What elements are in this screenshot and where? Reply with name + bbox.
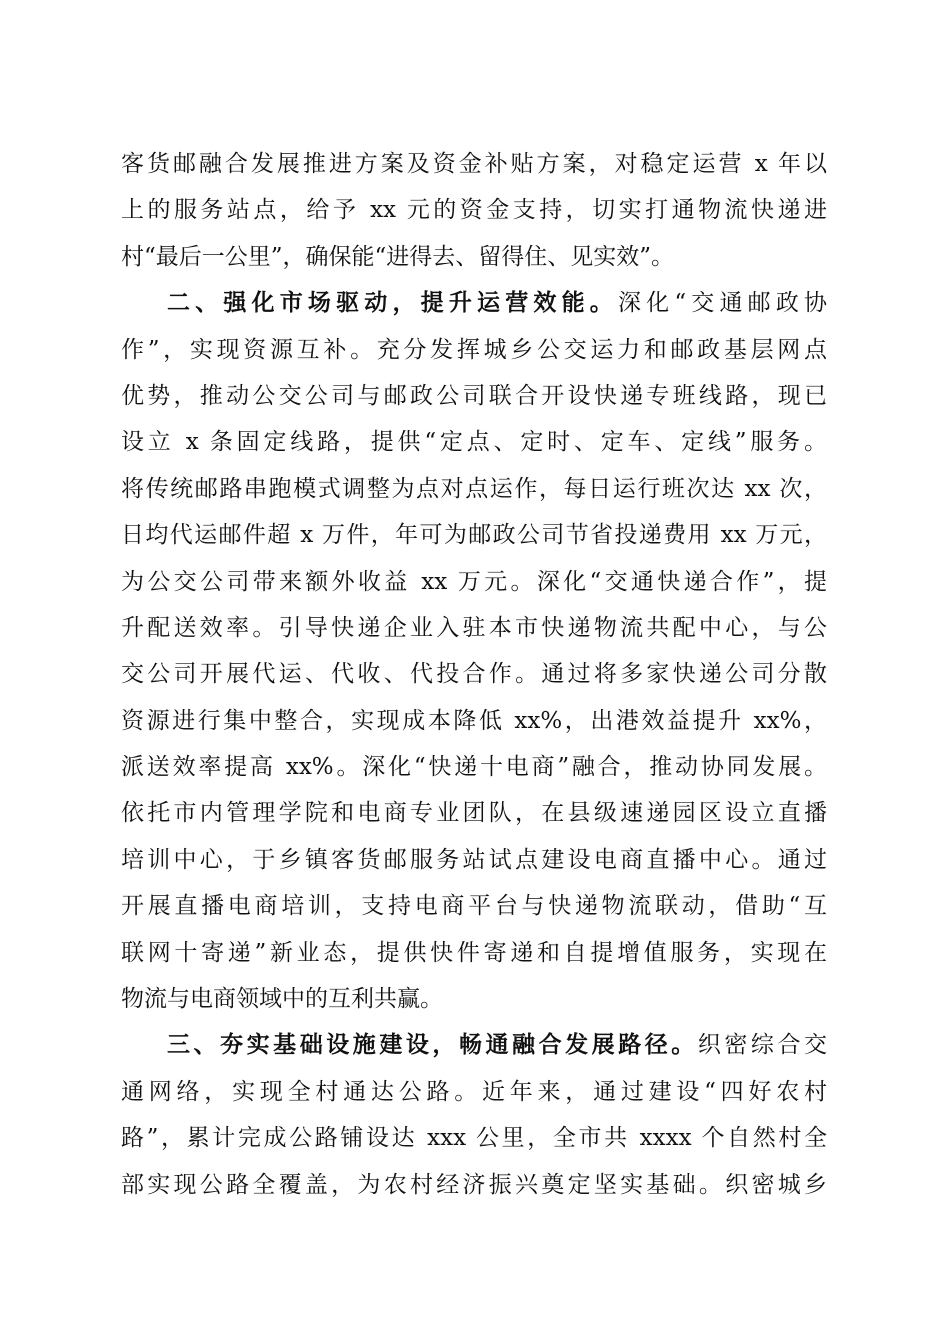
text-line: 联网十寄递”新业态，提供快件寄递和自提增值服务，实现在 xyxy=(121,939,827,966)
section-heading-line xyxy=(121,280,827,326)
text-line: 将传统邮路串跑模式调整为点对点运作，每日运行班次达 xx 次， xyxy=(121,475,827,502)
section-heading: 二、强化市场驱动，提升运营效能。 xyxy=(167,290,618,317)
text-line: 优势，推动公交公司与邮政公司联合开设快递专班线路，现已 xyxy=(121,382,827,409)
text-line: 上的服务站点，给予 xx 元的资金支持，切实打通物流快递进 xyxy=(121,197,827,224)
text-line: 通网络，实现全村通达公路。近年来，通过建设“四好农村 xyxy=(121,1078,827,1105)
text-line: 开展直播电商培训，支持电商平台与快递物流联动，借助“互 xyxy=(121,893,827,920)
document-body xyxy=(121,141,827,1208)
text-line: 培训中心，于乡镇客货邮服务站试点建设电商直播中心。通过 xyxy=(121,846,827,873)
text-line: 升配送效率。引导快递企业入驻本市快递物流共配中心，与公 xyxy=(121,614,827,641)
text-line: 物流与电商领域中的互利共赢。 xyxy=(121,986,443,1013)
section-heading-line xyxy=(121,1022,827,1068)
text-line: 日均代运邮件超 x 万件，年可为邮政公司节省投递费用 xx 万元， xyxy=(121,522,827,549)
text-line: 交公司开展代运、代收、代投合作。通过将多家快递公司分散 xyxy=(121,661,827,688)
text-line: 为公交公司带来额外收益 xx 万元。深化“交通快递合作”，提 xyxy=(121,568,827,595)
text-line: 设立 x 条固定线路，提供“定点、定时、定车、定线”服务。 xyxy=(121,429,827,456)
text-line: 作”，实现资源互补。充分发挥城乡公交运力和邮政基层网点 xyxy=(121,336,827,363)
section-heading: 三、夯实基础设施建设，畅通融合发展路径。 xyxy=(167,1032,698,1059)
text-run: 织密综合交 xyxy=(697,1032,828,1059)
text-line: 路”，累计完成公路铺设达 xxx 公里，全市共 xxxx 个自然村全 xyxy=(121,1125,827,1152)
text-line: 依托市内管理学院和电商专业团队，在县级速递园区设立直播 xyxy=(121,800,827,827)
text-line: 派送效率提高 xx%。深化“快递十电商”融合，推动协同发展。 xyxy=(121,754,827,781)
text-line: 客货邮融合发展推进方案及资金补贴方案，对稳定运营 x 年以 xyxy=(121,151,827,177)
text-run: 深化“交通邮政协 xyxy=(617,290,828,317)
text-line: 资源进行集中整合，实现成本降低 xx%，出港效益提升 xx%， xyxy=(121,707,827,734)
text-line: 村“最后一公里”，确保能“进得去、留得住、见实效”。 xyxy=(121,243,675,270)
text-line: 部实现公路全覆盖，为农村经济振兴奠定坚实基础。织密城乡 xyxy=(121,1171,827,1198)
